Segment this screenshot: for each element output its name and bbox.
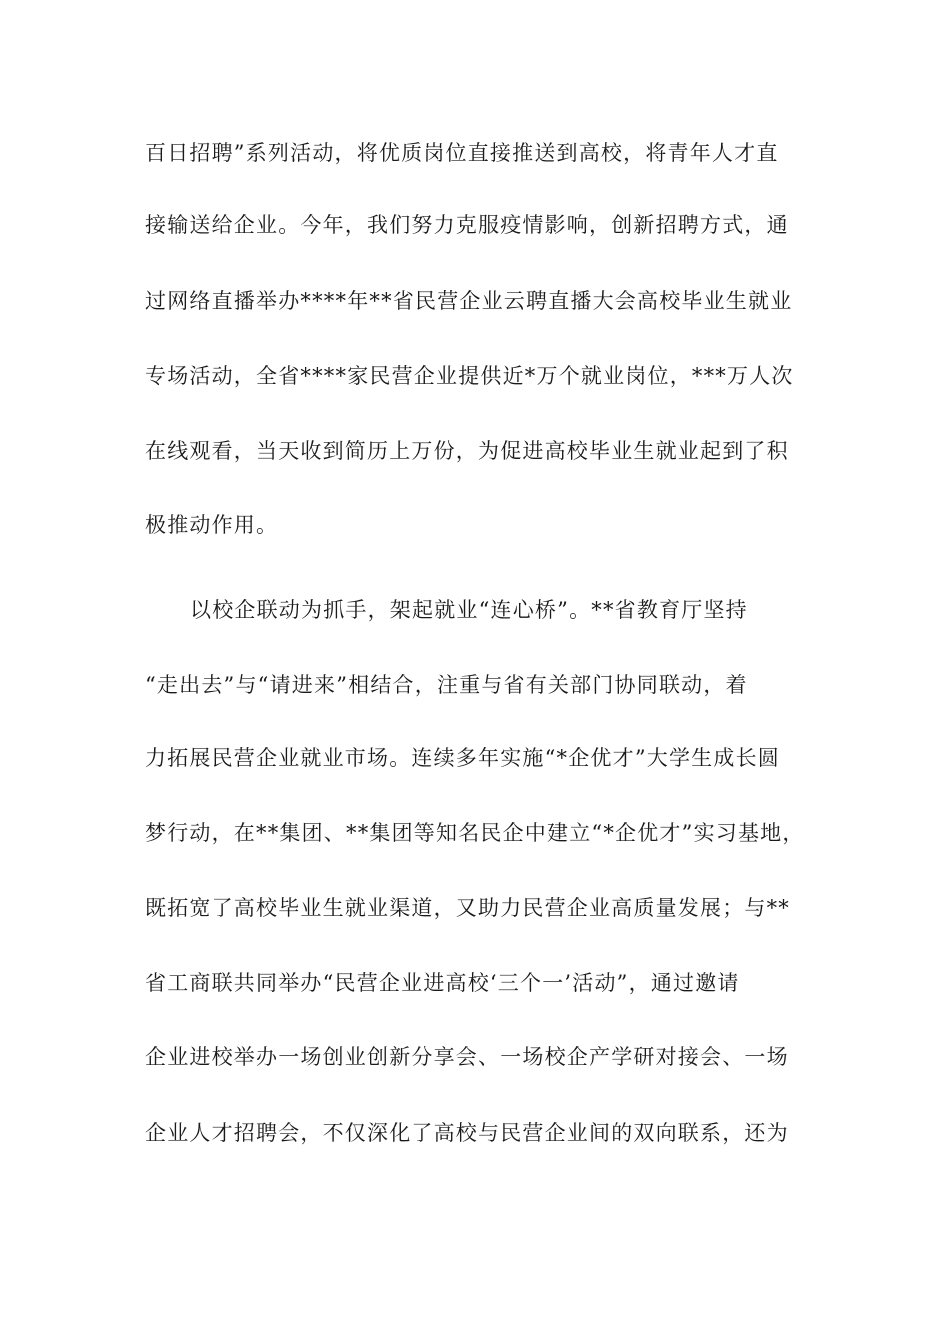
paragraph-line: 企业进校举办一场创业创新分享会、一场校企产学研对接会、一场 <box>145 1045 789 1069</box>
paragraph-line: 梦行动，在**集团、**集团等知名民企中建立“*企优才”实习基地， <box>145 821 805 845</box>
paragraph-line: 百日招聘”系列活动，将优质岗位直接推送到高校，将青年人才直 <box>145 141 779 165</box>
paragraph-line: 专场活动，全省****家民营企业提供近*万个就业岗位，***万人次 <box>145 364 794 388</box>
paragraph-line: 在线观看，当天收到简历上万份，为促进高校毕业生就业起到了积 <box>145 439 789 463</box>
paragraph-line: 过网络直播举办****年**省民营企业云聘直播大会高校毕业生就业 <box>145 289 793 313</box>
paragraph-line: 以校企联动为抓手，架起就业“连心桥”。**省教育厅坚持 <box>190 598 748 622</box>
paragraph-line: 接输送给企业。今年，我们努力克服疫情影响，创新招聘方式，通 <box>145 213 789 237</box>
paragraph-line: 企业人才招聘会，不仅深化了高校与民营企业间的双向联系，还为 <box>145 1121 789 1145</box>
paragraph-line: 力拓展民营企业就业市场。连续多年实施“*企优才”大学生成长圆 <box>145 746 780 770</box>
paragraph-line: “走出去”与“请进来”相结合，注重与省有关部门协同联动，着 <box>145 673 748 697</box>
paragraph-line: 极推动作用。 <box>145 513 279 537</box>
paragraph-line: 省工商联共同举办“民营企业进高校‘三个一’活动”，通过邀请 <box>145 971 740 995</box>
paragraph-line: 既拓宽了高校毕业生就业渠道，又助力民营企业高质量发展；与** <box>145 896 790 920</box>
